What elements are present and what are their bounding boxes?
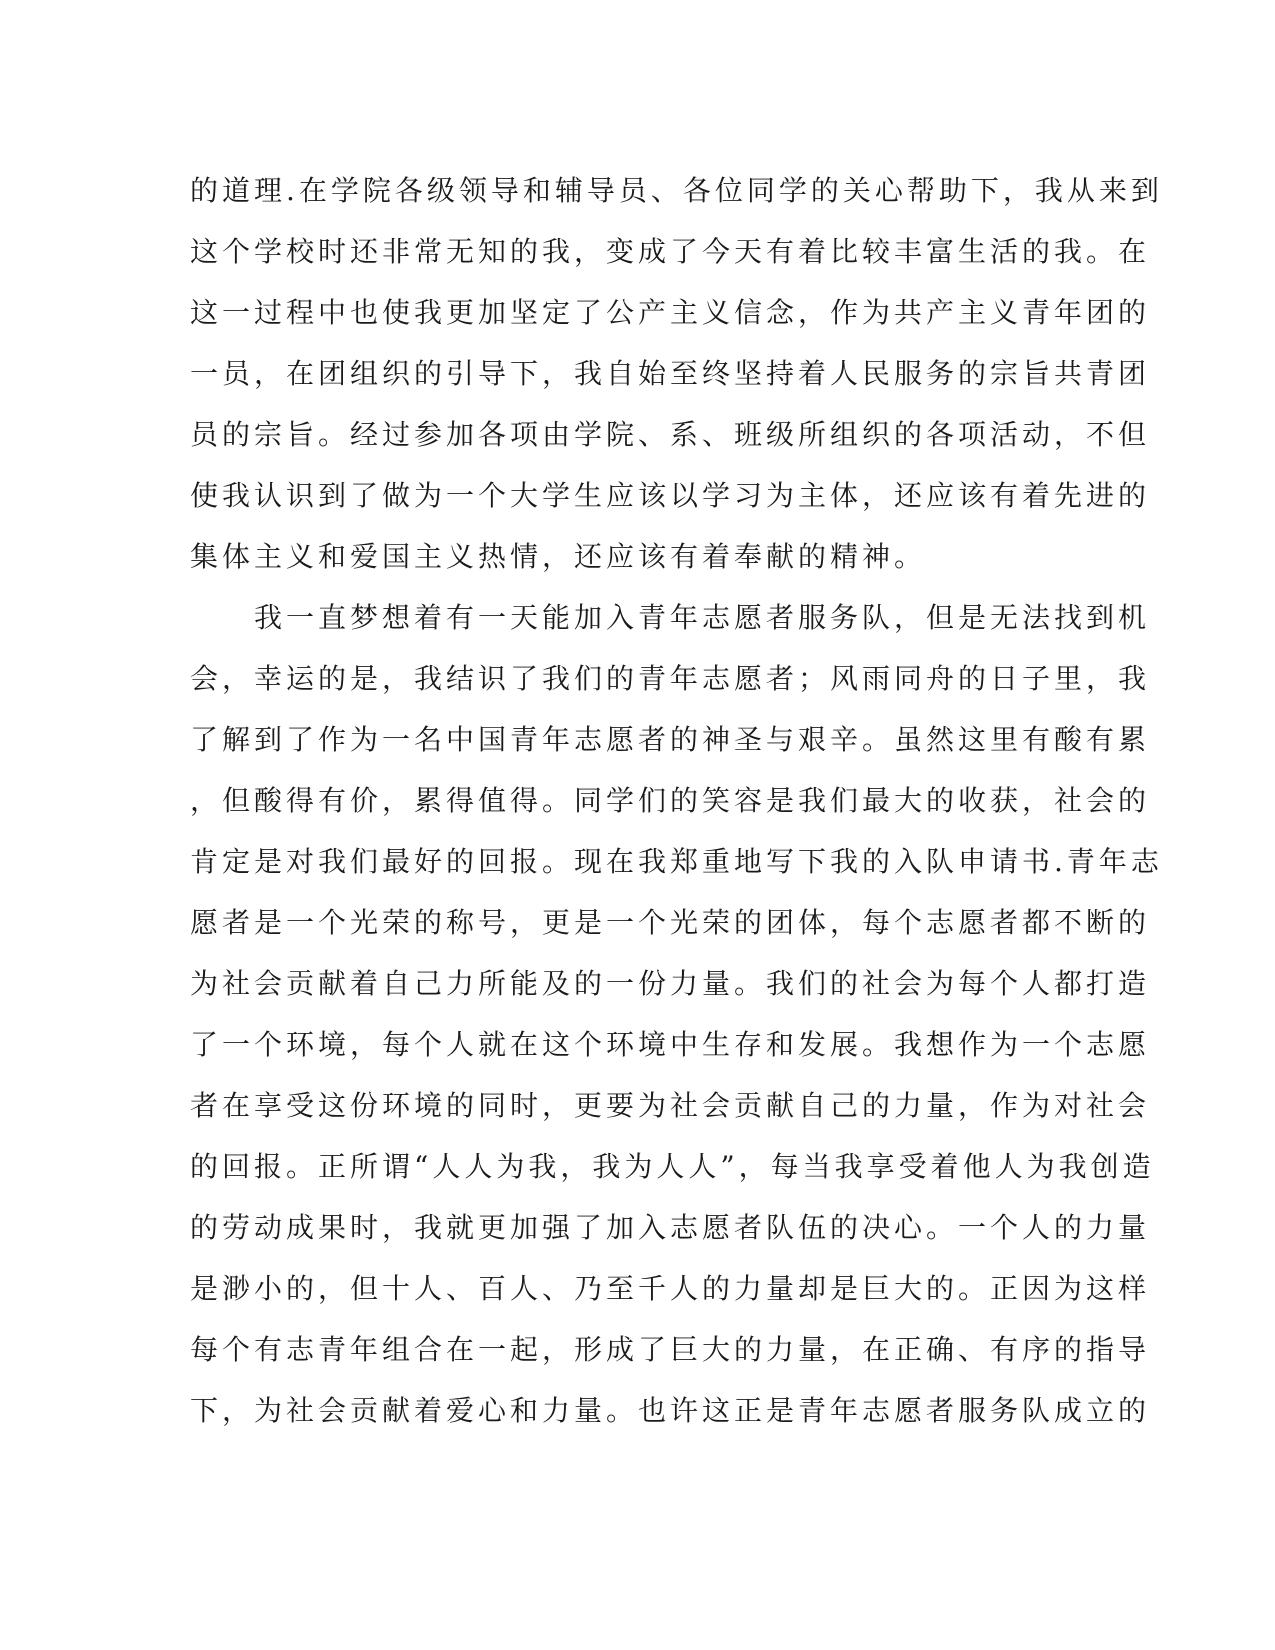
text-line: 集体主义和爱国主义热情，还应该有着奉献的精神。 <box>190 540 927 573</box>
text-line: 员的宗旨。经过参加各项由学院、系、班级所组织的各项活动，不但 <box>190 418 1151 451</box>
text-line: 为社会贡献着自己力所能及的一份力量。我们的社会为每个人都打造 <box>190 967 1151 1000</box>
text-line: 者在享受这份环境的同时，更要为社会贡献自己的力量，作为对社会 <box>190 1089 1151 1122</box>
body-text <box>190 160 1163 1441</box>
text-line: 每个有志青年组合在一起，形成了巨大的力量，在正确、有序的指导 <box>190 1333 1151 1366</box>
text-line: 的道理.在学院各级领导和辅导员、各位同学的关心帮助下，我从来到 <box>190 174 1163 207</box>
text-line: 下，为社会贡献着爱心和力量。也许这正是青年志愿者服务队成立的 <box>190 1394 1151 1427</box>
text-line: 了一个环境，每个人就在这个环境中生存和发展。我想作为一个志愿 <box>190 1028 1151 1061</box>
text-line: 的回报。正所谓“人人为我，我为人人”，每当我享受着他人为我创造 <box>190 1150 1155 1183</box>
text-line: 这一过程中也使我更加坚定了公产主义信念，作为共产主义青年团的 <box>190 296 1151 329</box>
text-line: 肯定是对我们最好的回报。现在我郑重地写下我的入队申请书.青年志 <box>190 845 1163 878</box>
text-line: 这个学校时还非常无知的我，变成了今天有着比较丰富生活的我。在 <box>190 235 1151 268</box>
text-line: 是渺小的，但十人、百人、乃至千人的力量却是巨大的。正因为这样 <box>190 1272 1151 1305</box>
text-line: 我一直梦想着有一天能加入青年志愿者服务队，但是无法找到机 <box>190 601 1151 634</box>
text-line: ，但酸得有价，累得值得。同学们的笑容是我们最大的收获，社会的 <box>190 784 1151 817</box>
text-line: 使我认识到了做为一个大学生应该以学习为主体，还应该有着先进的 <box>190 479 1151 512</box>
text-line: 的劳动成果时，我就更加强了加入志愿者队伍的决心。一个人的力量 <box>190 1211 1151 1244</box>
text-line: 愿者是一个光荣的称号，更是一个光荣的团体，每个志愿者都不断的 <box>190 906 1151 939</box>
text-line: 了解到了作为一名中国青年志愿者的神圣与艰辛。虽然这里有酸有累 <box>190 723 1151 756</box>
text-line: 会，幸运的是，我结识了我们的青年志愿者；风雨同舟的日子里，我 <box>190 662 1151 695</box>
text-line: 一员，在团组织的引导下，我自始至终坚持着人民服务的宗旨共青团 <box>190 357 1151 390</box>
